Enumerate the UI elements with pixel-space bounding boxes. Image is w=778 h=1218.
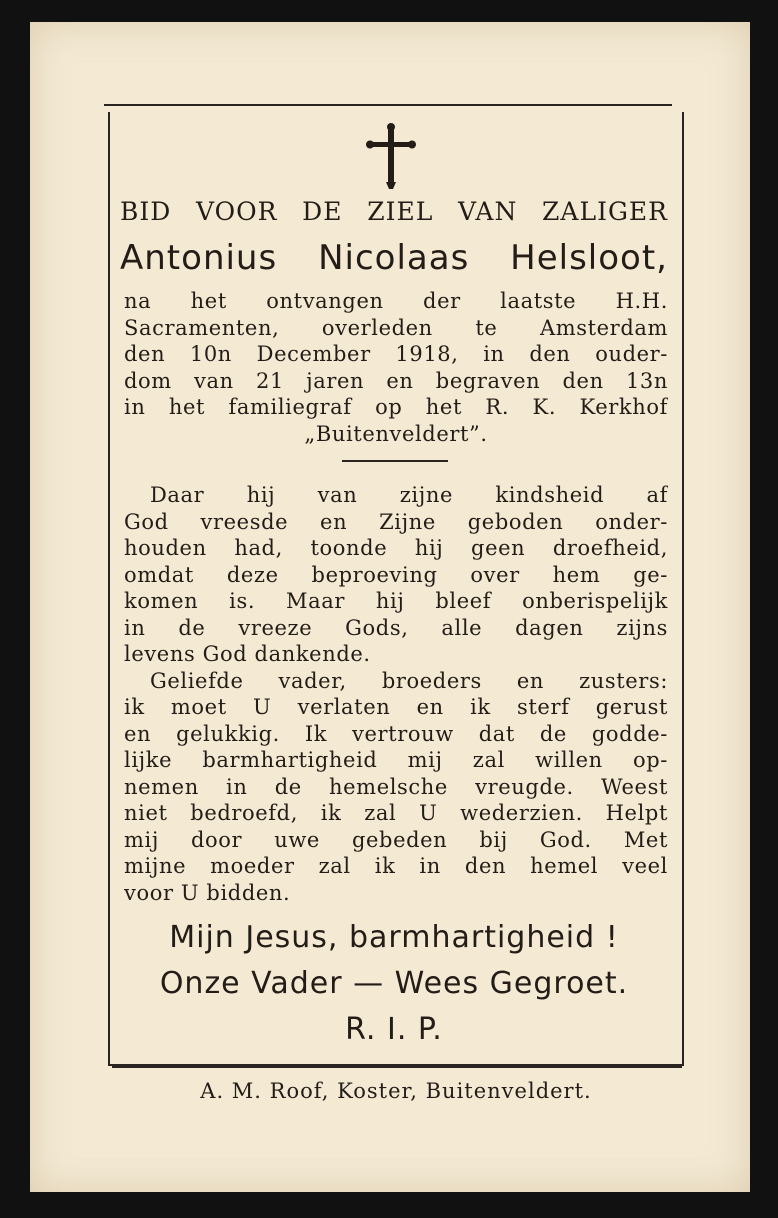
- closing-rip: R. I. P.: [345, 1012, 443, 1047]
- body-line: voor U bidden.: [124, 880, 291, 905]
- body-line: mijne moeder zal ik in den hemel veel: [124, 854, 668, 878]
- body-line: levens God dankende.: [124, 642, 371, 666]
- section-divider: [342, 460, 448, 462]
- body-line: lijke barmhartigheid mij zal willen op-: [124, 748, 668, 772]
- body-line: in de vreeze Gods, alle dagen zijns: [124, 615, 668, 640]
- closing-prayer-2: Onze Vader — Wees Gegroet.: [159, 966, 629, 1001]
- intro-line: dom van 21 jaren en begraven den 13n: [124, 368, 668, 393]
- body-paragraph: [124, 482, 668, 906]
- intro-line: Sacramenten, overleden te Amsterdam: [124, 315, 668, 340]
- intro-line: den 10n December 1918, in den ouder-: [124, 342, 668, 366]
- body-line: Daar hij van zijne kindsheid af: [150, 483, 668, 507]
- body-line: mij door uwe gebeden bij God. Met: [124, 827, 668, 852]
- body-line: niet bedroefd, ik zal U wederzien. Helpt: [124, 801, 668, 825]
- top-rule: [104, 104, 672, 106]
- cross-icon: [366, 122, 416, 190]
- body-line: omdat deze beproeving over hem ge-: [124, 562, 668, 587]
- intro-paragraph: [124, 288, 668, 447]
- intro-line: „Buitenveldert”.: [304, 421, 488, 446]
- intro-line: na het ontvangen der laatste H.H.: [124, 289, 668, 313]
- closing-prayer-1: Mijn Jesus, barmhartigheid !: [169, 920, 619, 955]
- printer-credit: A. M. Roof, Koster, Buitenveldert.: [200, 1079, 592, 1103]
- body-line: ik moet U verlaten en ik sterf gerust: [124, 695, 668, 719]
- deceased-name: Antonius Nicolaas Helsloot,: [120, 238, 668, 278]
- body-line: komen is. Maar hij bleef onberispelijk: [124, 589, 668, 613]
- bottom-rule: [112, 1066, 682, 1068]
- body-line: God vreesde en Zijne geboden onder-: [124, 509, 668, 534]
- prayer-heading: BID VOOR DE ZIEL VAN ZALIGER: [120, 197, 668, 226]
- body-line: en gelukkig. Ik vertrouw dat de godde-: [124, 721, 668, 746]
- intro-line: in het familiegraf op het R. K. Kerkhof: [124, 395, 668, 419]
- body-line: Geliefde vader, broeders en zusters:: [150, 668, 668, 693]
- body-line: nemen in de hemelsche vreugde. Weest: [124, 774, 668, 799]
- body-line: houden had, toonde hij geen droefheid,: [124, 536, 668, 560]
